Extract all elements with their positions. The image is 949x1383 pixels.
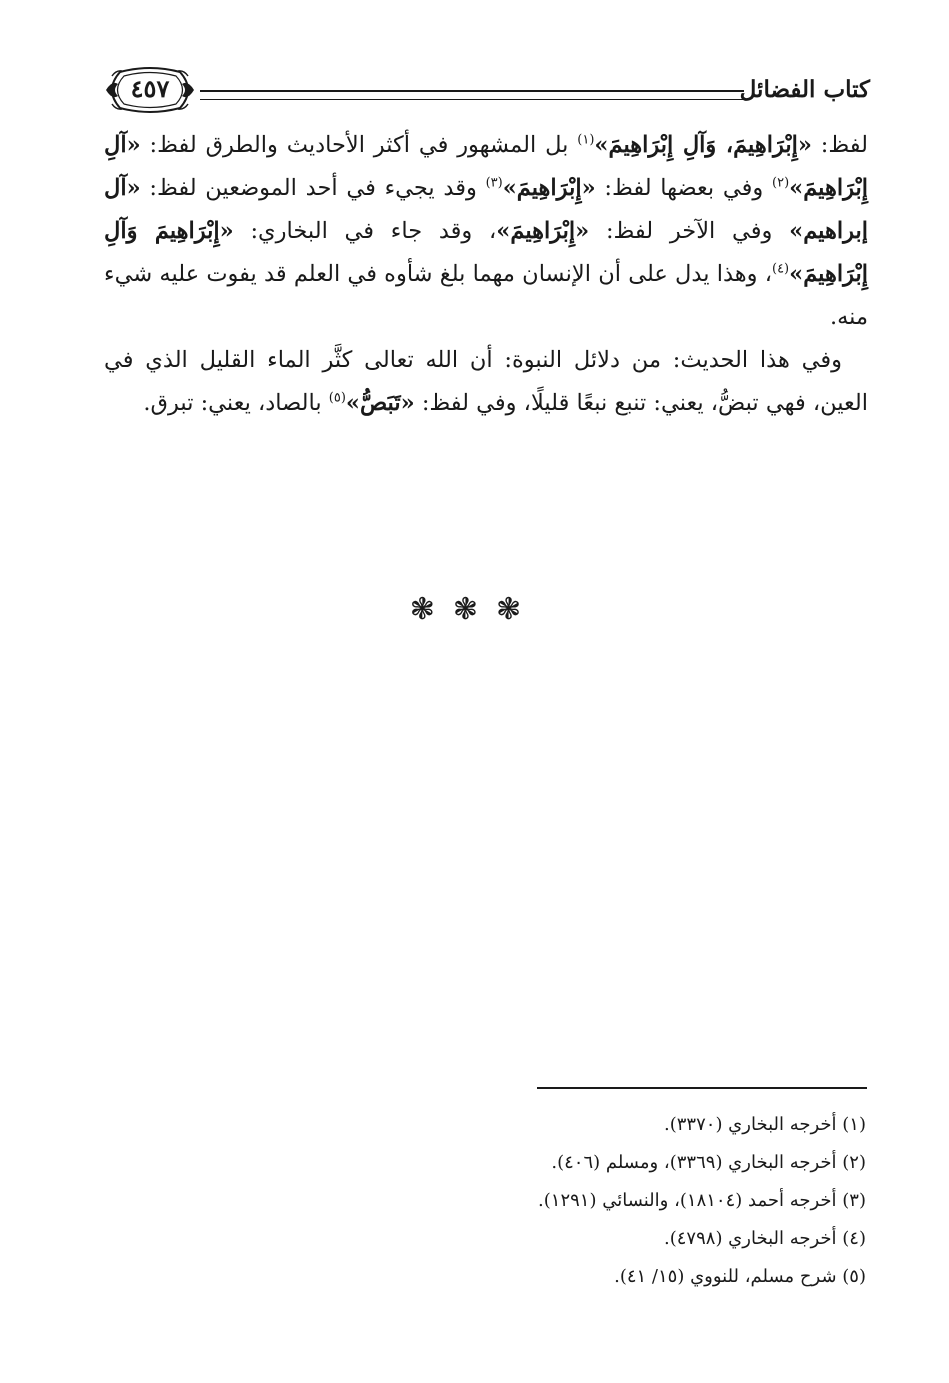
quoted-wording: «آلِ إِبْرَاهِيمَ»	[104, 132, 869, 201]
text-run: لفظ:	[811, 132, 868, 158]
footnotes	[300, 1106, 866, 1296]
section-divider-stars: ❃❃❃	[409, 592, 540, 627]
quoted-wording: «تَبَصُّ»	[345, 390, 415, 416]
footnote-ref: (٢)	[772, 175, 790, 191]
footnote-ref: (٤)	[771, 261, 790, 277]
paragraph-2	[104, 339, 868, 425]
page-number-ornament	[100, 62, 200, 118]
text-run: بل المشهور في أكثر الأحاديث والطرق لفظ:	[140, 132, 578, 158]
quoted-wording: «إِبْرَاهِيمَ وَآلِ إِبْرَاهِيمَ»	[104, 218, 868, 287]
footnote-ref: (٥)	[328, 390, 346, 406]
text-run: وفي هذا الحديث: من دلائل النبوة: أن الله تعالى كثَّر الماء القليل الذي في العين، فهي تبضُّ، يعني: تنبع نبعًا قليلًا، وفي لفظ:	[104, 347, 868, 416]
text-run: ، وقد جاء في البخاري:	[233, 218, 497, 244]
text-run: وفي بعضها لفظ:	[595, 175, 772, 201]
running-title: كتاب الفضائل	[739, 76, 870, 103]
footnote-4: (٤) أخرجه البخاري (٤٧٩٨).	[664, 1228, 866, 1249]
quoted-wording: «إِبْرَاهِيمَ»	[496, 218, 590, 244]
text-run: وقد يجيء في أحد الموضعين لفظ:	[140, 175, 486, 201]
text-run: وفي الآخر لفظ:	[589, 218, 790, 244]
header-rule	[200, 90, 744, 100]
page-number: ٤٥٧	[130, 74, 170, 103]
footnote-5: (٥) شرح مسلم، للنووي (١٥/ ٤١).	[614, 1266, 866, 1287]
footnote-2: (٢) أخرجه البخاري (٣٣٦٩)، ومسلم (٤٠٦).	[551, 1152, 866, 1173]
text-run: بالصاد، يعني: تبرق.	[143, 390, 329, 416]
footnote-ref: (٣)	[485, 175, 503, 191]
quoted-wording: «إِبْرَاهِيمَ»	[502, 175, 596, 201]
quoted-wording: «آل إبراهيم»	[104, 175, 868, 244]
footnote-ref: (١)	[577, 132, 595, 148]
paragraph-1	[104, 124, 868, 339]
main-text	[104, 124, 868, 425]
footnote-3: (٣) أخرجه أحمد (١٨١٠٤)، والنسائي (١٢٩١).	[538, 1190, 866, 1211]
page-header	[100, 56, 870, 116]
text-run: ، وهذا يدل على أن الإنسان مهما بلغ شأوه في العلم قد يفوت عليه شيء منه.	[104, 261, 868, 330]
footnote-1: (١) أخرجه البخاري (٣٣٧٠).	[664, 1114, 866, 1135]
footnote-separator	[537, 1087, 867, 1089]
quoted-wording: «إِبْرَاهِيمَ، وَآلِ إِبْرَاهِيمَ»	[594, 132, 812, 158]
